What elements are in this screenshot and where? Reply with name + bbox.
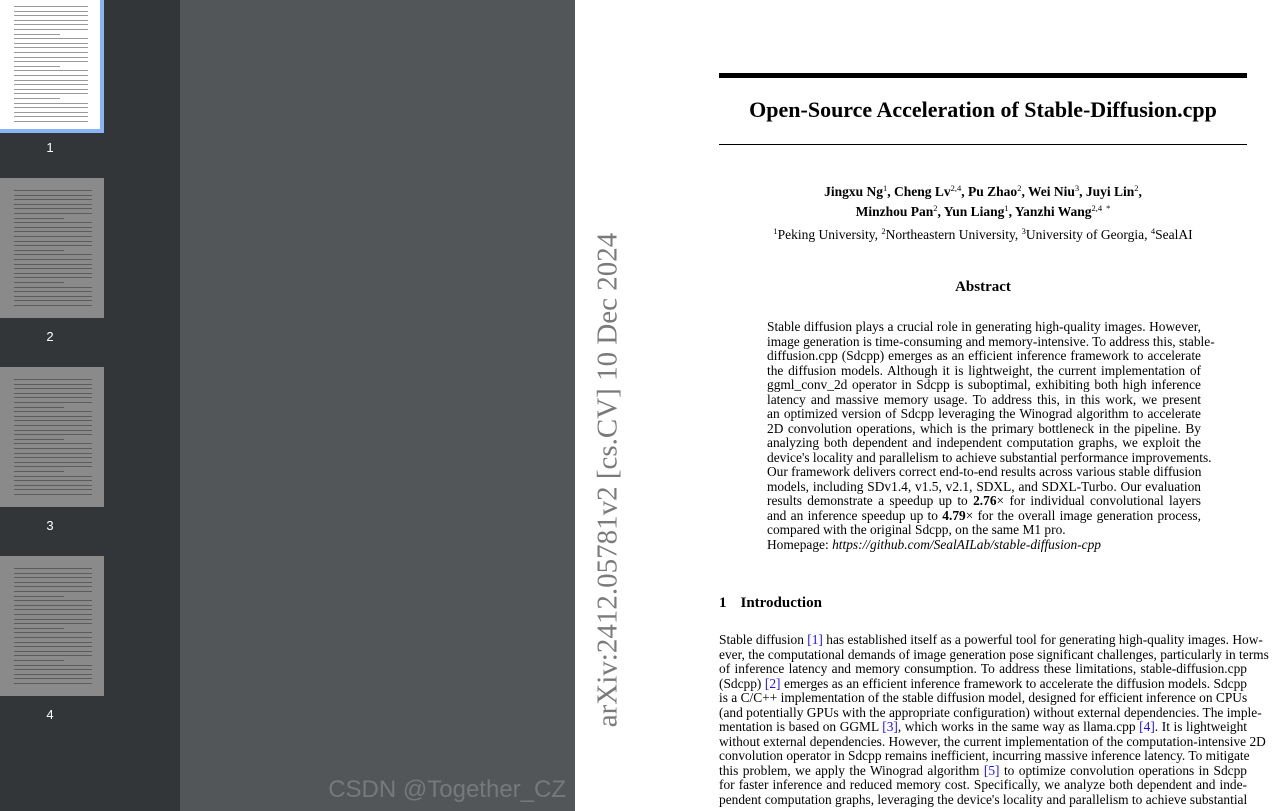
introduction-text [719, 632, 1269, 807]
author-name: Yanzhi Wang [1014, 204, 1092, 219]
thumbnail-text-line [14, 6, 88, 7]
thumbnail-text-line [14, 655, 92, 656]
homepage: Homepage: https://github.com/SealAILab/stable-diffusion-cpp [767, 536, 1101, 552]
thumbnail-text-line [14, 420, 92, 421]
intro-line [719, 793, 1247, 808]
abstract-line: an optimized version of Sdcpp leveraging the Winograd algorithm to accelerate [767, 406, 1201, 421]
paper-title: Open-Source Acceleration of Stable-Diffusion.cpp [749, 97, 1217, 122]
thumbnail-text-line [14, 384, 92, 385]
citation-link[interactable]: [4] [1139, 719, 1155, 734]
intro-text: convolution operator in Sdcpp remains inefficient, incurring massive inference latency. To mitigate [719, 748, 1250, 763]
thumbnail-text-line [14, 600, 92, 601]
intro-text: has established itself as a powerful tool for generating high-quality images. How- [822, 632, 1263, 647]
intro-text: is a C/C++ implementation of the stable diffusion model, designed for efficient inference on CPUs [719, 690, 1248, 705]
thumbnail-text-line [14, 651, 92, 652]
thumbnail-text-line [14, 416, 92, 417]
abstract-line: 2D convolution operations, which is the primary bottleneck in the pipeline. By [767, 420, 1201, 436]
thumbnail-text-line [14, 296, 92, 297]
intro-text: (Sdcpp) [719, 675, 765, 691]
thumbnail-text-line [14, 245, 92, 246]
thumbnail-text-line [14, 494, 92, 495]
author-name: Jingxu Ng [824, 184, 884, 199]
author-name: Juyi Lin [1085, 184, 1135, 199]
top-rule [719, 73, 1247, 78]
thumbnail-text-line [14, 683, 92, 684]
thumbnail-text-line [14, 393, 92, 394]
citation-link[interactable]: [5] [983, 762, 1000, 778]
author-affiliation-mark: 2,4 [950, 183, 962, 193]
thumbnail-text-line [14, 38, 88, 39]
thumbnail-page-number[interactable]: 2 [46, 329, 54, 344]
arxiv-stamp: arXiv:2412.05781v2 [cs.CV] 10 Dec 2024 [591, 232, 624, 728]
abstract-line: Our framework delivers correct end-to-end results across various stable diffusion [767, 464, 1202, 479]
abstract-line: analyzing both dependent and independent computation graphs, we exploit the [767, 435, 1201, 450]
thumbnail-text-line [14, 61, 88, 62]
affiliation-number: 1 [773, 226, 778, 236]
thumbnail-text-line [14, 605, 92, 606]
thumbnail-text-line [14, 443, 92, 444]
thumbnail-text-line [14, 628, 64, 629]
title-rule [719, 144, 1247, 145]
thumbnail-text-line [14, 195, 92, 196]
thumbnail-text-line [14, 623, 92, 624]
citation-link[interactable]: [2] [764, 675, 781, 691]
thumbnail-text-line [14, 448, 92, 449]
thumbnail-text-line [14, 15, 88, 16]
thumbnail-text-line [14, 586, 92, 587]
citation-link[interactable]: [3] [882, 719, 898, 734]
affiliation-number: 2 [881, 226, 886, 236]
intro-text: ever, the computational demands of image generation pose significant challenges, particularly in terms [719, 646, 1269, 662]
thumbnail-text-line [14, 462, 92, 463]
thumbnail-text-line [14, 457, 92, 458]
thumbnail-text-line [14, 291, 92, 292]
thumbnail-text-line [14, 674, 92, 675]
thumbnail-text-line [14, 642, 92, 643]
thumbnail-text-line [14, 208, 92, 209]
watermark: CSDN @Together_CZ [328, 776, 566, 803]
pdf-page-1 [575, 0, 1278, 811]
abstract-line: device's locality and parallelism to achieve substantial performance improvements. [767, 449, 1212, 465]
abstract-line: and an inference speedup up to 4.79× for the overall image generation process, [767, 507, 1201, 523]
author-affiliation-mark: 1 [883, 183, 888, 193]
thumbnail-text-line [14, 277, 92, 278]
intro-line [719, 764, 1247, 779]
thumbnail-text-line [14, 47, 88, 48]
thumbnail-text-line [14, 577, 92, 578]
intro-line [719, 748, 1250, 764]
thumbnail-text-line [14, 29, 88, 30]
thumbnail-text-line [14, 568, 92, 569]
thumbnail-text-line [14, 93, 88, 94]
thumbnail-text-line [14, 98, 60, 99]
abstract-line: models, including SDv1.4, v1.5, v2.1, SDXL, and SDXL-Turbo. Our evaluation [767, 478, 1201, 494]
intro-text: , which works in the same way as llama.cpp [897, 719, 1140, 734]
thumbnail-text-line [14, 573, 92, 574]
intro-text: (and potentially GPUs with the appropriate configuration) without external dependencies. The imple- [719, 704, 1262, 720]
authors: Jingxu Ng$^1$, Cheng Lv$^{2,4}$, Pu Zhao$^2$, Wei Niu$^3$, Juyi Lin$^2$, Minzhou Pan$^2$, Yun Liang$^1$, Yanzhi Wang$^{2,4}$ * [824, 183, 1142, 219]
thumbnail-text-line [14, 466, 92, 467]
thumbnail-text-line [14, 637, 92, 638]
viewer-background [180, 0, 575, 811]
page-thumbnail[interactable] [0, 556, 104, 696]
affiliations: $^1$Peking University, $^2$Northeastern University, $^3$University of Georgia, $^4$SealAI [773, 226, 1193, 242]
intro-line [719, 778, 1247, 793]
thumbnail-text-line [14, 112, 88, 113]
author-affiliation-mark: 2 [1134, 183, 1139, 193]
thumbnail-text-line [14, 89, 88, 90]
abstract-line: compared with the original Sdcpp, on the same M1 pro. [767, 522, 1066, 537]
thumbnail-text-line [14, 218, 64, 219]
thumbnail-text-line [14, 52, 88, 53]
thumbnail-text-line [14, 305, 92, 306]
thumbnail-page-number[interactable]: 3 [46, 518, 54, 533]
thumbnail-text-line [14, 103, 88, 104]
abstract-line: Stable diffusion plays a crucial role in generating high-quality images. However, [767, 319, 1201, 334]
intro-text: of inference latency and memory consumption. To address these limitations, stable-diffusion.cpp [719, 661, 1247, 676]
thumbnail-text-line [14, 489, 92, 490]
author-affiliation-mark: 2 [933, 203, 938, 213]
thumbnail-text-line [14, 453, 92, 454]
author-affiliation-mark: 2 [1017, 183, 1022, 193]
abstract-heading: Abstract [955, 279, 1011, 295]
section-heading-introduction: 1 Introduction [719, 595, 822, 611]
thumbnail-text-line [14, 190, 92, 191]
homepage-link[interactable]: https://github.com/SealAILab/stable-diffusion-cpp [832, 536, 1101, 552]
thumbnail-text-line [14, 287, 92, 288]
thumbnail-text-line [14, 476, 92, 477]
intro-line [719, 704, 1262, 721]
thumbnail-text-line [14, 430, 92, 431]
thumbnail-text-line [14, 241, 92, 242]
thumbnail-text-line [14, 596, 64, 597]
thumbnail-text-line [14, 264, 92, 265]
thumbnail-text-line [14, 669, 92, 670]
thumbnail-text-line [14, 259, 92, 260]
thumbnail-text-line [14, 632, 92, 633]
thumbnail-text-line [14, 20, 88, 21]
thumbnail-text-line [14, 268, 92, 269]
thumbnail-text-line [14, 609, 92, 610]
thumbnail-text-line [14, 222, 92, 223]
thumbnail-text-line [14, 34, 60, 35]
thumbnail-text-line [14, 227, 92, 228]
thumbnail-text-line [14, 678, 92, 679]
intro-text: emerges as an efficient inference framework to accelerate the diffusion models. Sdcpp [780, 675, 1247, 691]
intro-text: pendent computation graphs, leveraging the device's locality and parallelism to achieve substantial [719, 791, 1248, 807]
thumbnail-text-line [14, 646, 92, 647]
author-name: Cheng Lv [894, 184, 951, 199]
thumbnail-text-line [14, 66, 60, 67]
intro-line [719, 646, 1269, 663]
intro-text: . It is lightweight [1154, 719, 1248, 734]
corresponding-mark: * [1106, 203, 1111, 213]
page-thumbnail[interactable] [0, 0, 104, 133]
intro-line [719, 691, 1247, 706]
thumbnail-sidebar [0, 0, 180, 811]
thumbnail-text-line [14, 434, 92, 435]
thumbnail-text-line [14, 254, 92, 255]
affiliation-name: University of Georgia [1025, 227, 1145, 242]
thumbnail-text-line [14, 250, 64, 251]
intro-line [719, 662, 1247, 677]
author-affiliation-mark: 2,4 [1091, 203, 1103, 213]
thumbnail-text-line [14, 411, 92, 412]
author-name: Pu Zhao [968, 184, 1018, 199]
thumbnail-text-line [14, 425, 92, 426]
affiliation-name: Northeastern University [885, 227, 1015, 242]
affiliation-name: SealAI [1155, 227, 1193, 242]
author-name: Minzhou Pan [855, 204, 934, 219]
thumbnail-text-line [14, 582, 92, 583]
intro-text: mentation is based on GGML [719, 719, 883, 734]
abstract-line: latency and massive memory usage. To address this, in this work, we present [767, 391, 1201, 407]
intro-line [719, 720, 1247, 735]
affiliation-number: 3 [1021, 226, 1026, 236]
thumbnail-text-line [14, 471, 64, 472]
thumbnail-text-line [14, 24, 88, 25]
thumbnail-text-line [14, 199, 92, 200]
abstract-line: the diffusion models. Although it is lightweight, the current implementation of [767, 362, 1201, 378]
author-affiliation-mark: 1 [1004, 203, 1009, 213]
thumbnail-text-line [14, 273, 92, 274]
author-name: Wei Niu [1027, 184, 1075, 199]
thumbnail-text-line [14, 236, 92, 237]
thumbnail-text-line [14, 388, 92, 389]
thumbnail-text-line [14, 116, 88, 117]
thumbnail-text-line [14, 121, 88, 122]
intro-text: for faster inference and reduced memory cost. Specifically, we analyze both dependent and inde- [719, 777, 1247, 792]
thumbnail-text-line [14, 213, 92, 214]
thumbnail-text-line [14, 300, 92, 301]
page-thumbnail[interactable] [0, 178, 104, 318]
author-affiliation-mark: 3 [1074, 183, 1080, 193]
thumbnail-text-line [14, 80, 88, 81]
thumbnail-text-line [14, 397, 92, 398]
thumbnail-text-line [14, 84, 88, 85]
thumbnail-text-line [14, 439, 64, 440]
citation-link[interactable]: [1] [807, 632, 823, 647]
thumbnail-page-number[interactable]: 4 [46, 707, 54, 722]
thumbnail-page-number[interactable]: 1 [46, 140, 54, 155]
author-name: Yun Liang [943, 204, 1005, 219]
affiliation-name: Peking University [777, 227, 875, 242]
thumbnail-text-line [14, 402, 92, 403]
thumbnail-text-line [14, 57, 88, 58]
thumbnail-text-line [14, 75, 88, 76]
intro-text: to optimize convolution operations in Sdcpp [999, 762, 1248, 778]
intro-line [719, 733, 1266, 750]
thumbnail-text-line [14, 591, 92, 592]
thumbnail-text-line [14, 407, 64, 408]
page-thumbnail[interactable] [0, 367, 104, 507]
thumbnail-text-line [14, 204, 92, 205]
thumbnail-text-line [14, 43, 88, 44]
thumbnail-text-line [14, 282, 64, 283]
thumbnail-text-line [14, 660, 64, 661]
intro-text: Stable diffusion [719, 632, 808, 647]
thumbnail-text-line [14, 70, 88, 71]
thumbnail-text-line [14, 379, 92, 380]
abstract-text [767, 319, 1215, 552]
intro-text: this problem, we apply the Winograd algorithm [719, 762, 984, 778]
intro-line [719, 677, 1247, 692]
thumbnail-text-line [14, 107, 88, 108]
abstract-line: ggml_conv_2d operator in Sdcpp is suboptimal, exhibiting both high inference [767, 377, 1201, 392]
affiliation-number: 4 [1150, 226, 1156, 236]
thumbnail-text-line [14, 480, 92, 481]
thumbnail-text-line [14, 619, 92, 620]
thumbnail-text-line [14, 231, 92, 232]
abstract-line: image generation is time-consuming and memory-intensive. To address this, stable- [767, 333, 1215, 349]
intro-text: without external dependencies. However, the current implementation of the computation-intensive 2D [719, 733, 1266, 749]
thumbnail-text-line [14, 614, 92, 615]
abstract-line: diffusion.cpp (Sdcpp) emerges as an efficient inference framework to accelerate [767, 348, 1201, 363]
intro-line [719, 632, 1263, 648]
thumbnail-text-line [14, 11, 88, 12]
thumbnail-text-line [14, 485, 92, 486]
thumbnail-text-line [14, 665, 92, 666]
abstract-line: results demonstrate a speedup up to 2.76× for individual convolutional layers [767, 493, 1202, 508]
